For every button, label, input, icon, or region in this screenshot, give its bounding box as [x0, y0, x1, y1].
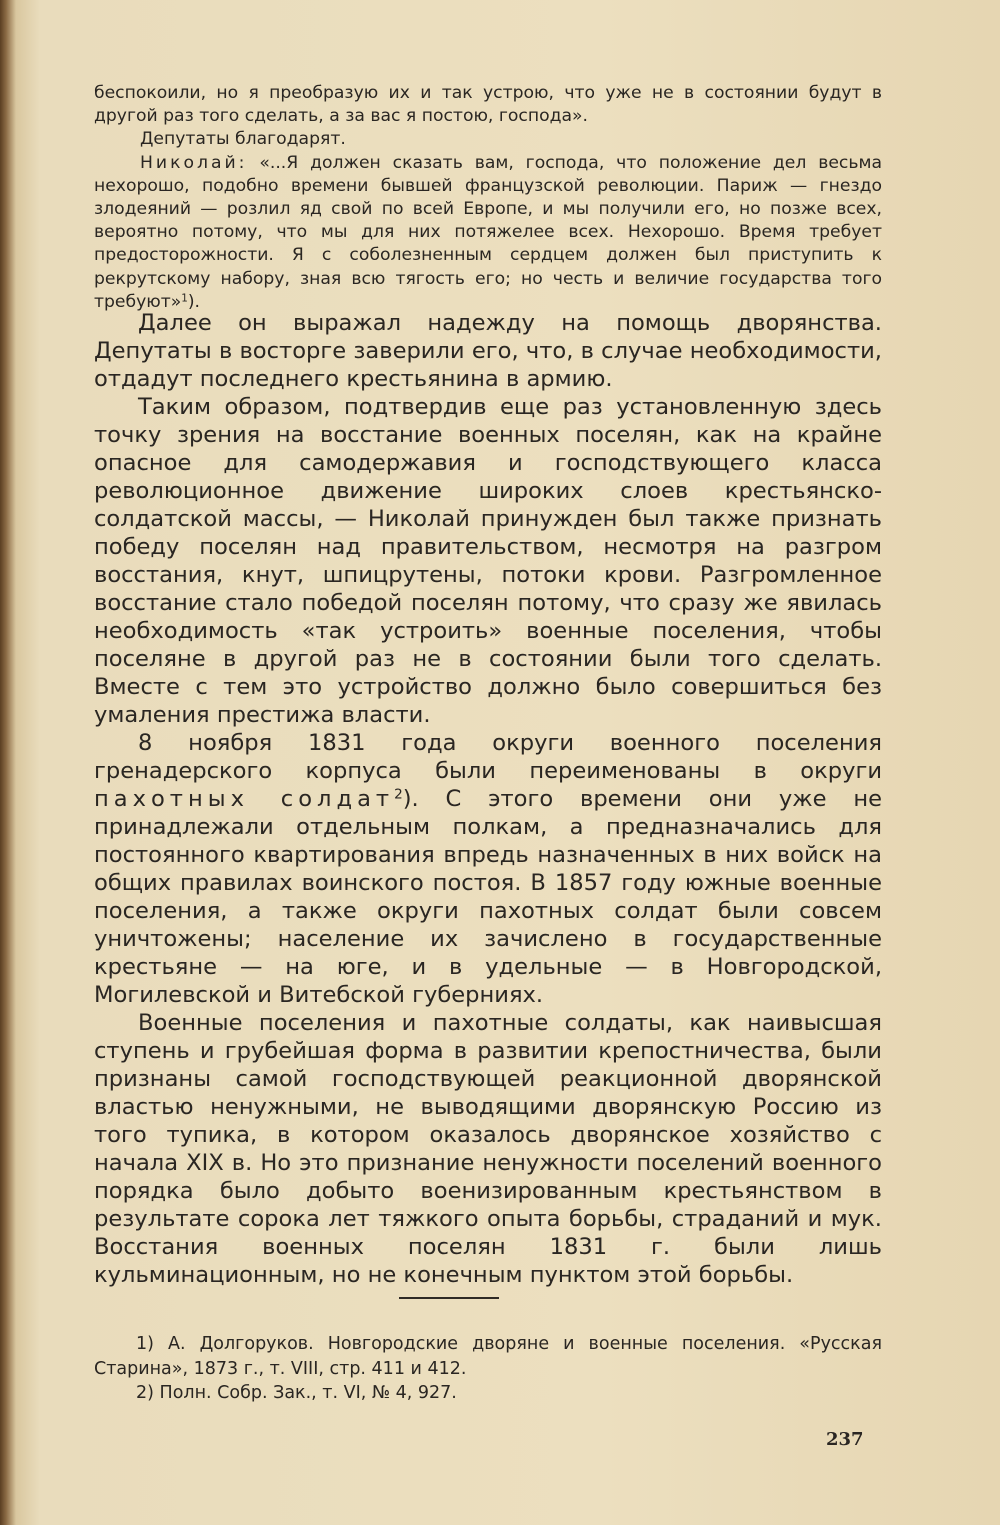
- body-paragraph-3: 8 ноября 1831 года округи военного поселения гренадерского корпуса были переименованы в округи пахотных солдат$^2$). С этого времени они уже не принадлежали отдельным полкам, а предназначались для постоянного квартирования впредь назначенных в них войск на общих правилах воинского постоя. В 1857 году южные военные поселения, а также округи пахотных солдат были совсем уничтожены; население их зачислено в государственные крестьяне — на юге, и в удельные — в Новгородской, Могилевской и Витебской губерниях.: [94, 730, 883, 1008]
- page-number: 237: [826, 1429, 864, 1450]
- footnote-1: 1) А. Долгоруков. Новгородские дворяне и военные поселения. «Русская Старина», 1873 г., т. VIII, стр. 411 и 412.: [94, 1334, 882, 1379]
- main-text: [94, 309, 882, 1289]
- footnote-divider: [399, 1297, 499, 1299]
- footnote-ref-2: 2: [394, 786, 403, 803]
- footnote-ref-1: 1: [181, 292, 188, 305]
- speech-end: ).: [187, 291, 200, 312]
- body-paragraph-4: Военные поселения и пахотные солдаты, как наивысшая ступень и грубейшая форма в развитии крепостничества, были признаны самой господствующей реакционной дворянской властью ненужными, не выводящими дворянскую Россию из того тупика, в котором оказалось дворянское хозяйство с начала XIX в. Но это признание ненужности поселений военного порядка было добыто военизированным крестьянством в результате сорока лет тяжкого опыта борьбы, страданий и мук. Восстания военных поселян 1831 г. были лишь кульминационным, но не конечным пунктом этой борьбы.: [94, 1010, 882, 1288]
- quote-paragraph-3: [94, 152, 882, 314]
- footnotes: [94, 1332, 882, 1406]
- body-paragraph-1: Далее он выражал надежду на помощь дворянства. Депутаты в восторге заверили его, что, в случае необходимости, отдадут последнего крестьянина в армию.: [94, 310, 882, 392]
- spaced-term: пахотных солдат: [94, 786, 395, 812]
- speech-text: «...Я должен сказать вам, господа, что положение дел весьма нехорошо, подобно времени бывшей французской революции. Париж — гнездо злодеяний — розлил яд свой по всей Европе, и мы получили его, но позже всех, вероятно потому, что мы для них потяжелее всех. Нехорошо. Время требует предосторожности. Я с соболезненным сердцем должен был приступить к рекрутскому набору, зная всю тягость его; но честь и величие государства того требуют»: [94, 152, 882, 312]
- quote-paragraph-1: беспокоили, но я преобразую их и так устрою, что уже не в состоянии будут в другой раз того сделать, а за вас я постою, господа».: [94, 83, 882, 127]
- footnote-2: 2) Полн. Собр. Зак., т. VI, № 4, 927.: [136, 1383, 457, 1403]
- quote-paragraph-2: Депутаты благодарят.: [140, 129, 346, 150]
- quoted-speech-block: [94, 82, 882, 314]
- speaker-name: Николай:: [140, 152, 248, 173]
- body-paragraph-2: Таким образом, подтвердив еще раз установленную здесь точку зрения на восстание военных поселян, как на крайне опасное для самодержавия и господствующего класса революционное движение широких слоев крестьянско-солдатской массы, — Николай принужден был также признать победу поселян над правительством, несмотря на разгром восстания, кнут, шпицрутены, потоки крови. Разгромленное восстание стало победой поселян потому, что сразу же явилась необходимость «так устроить» военные поселения, чтобы поселяне в другой раз не в состоянии были того сделать. Вместе с тем это устройство должно было совершиться без умаления престижа власти.: [94, 394, 882, 728]
